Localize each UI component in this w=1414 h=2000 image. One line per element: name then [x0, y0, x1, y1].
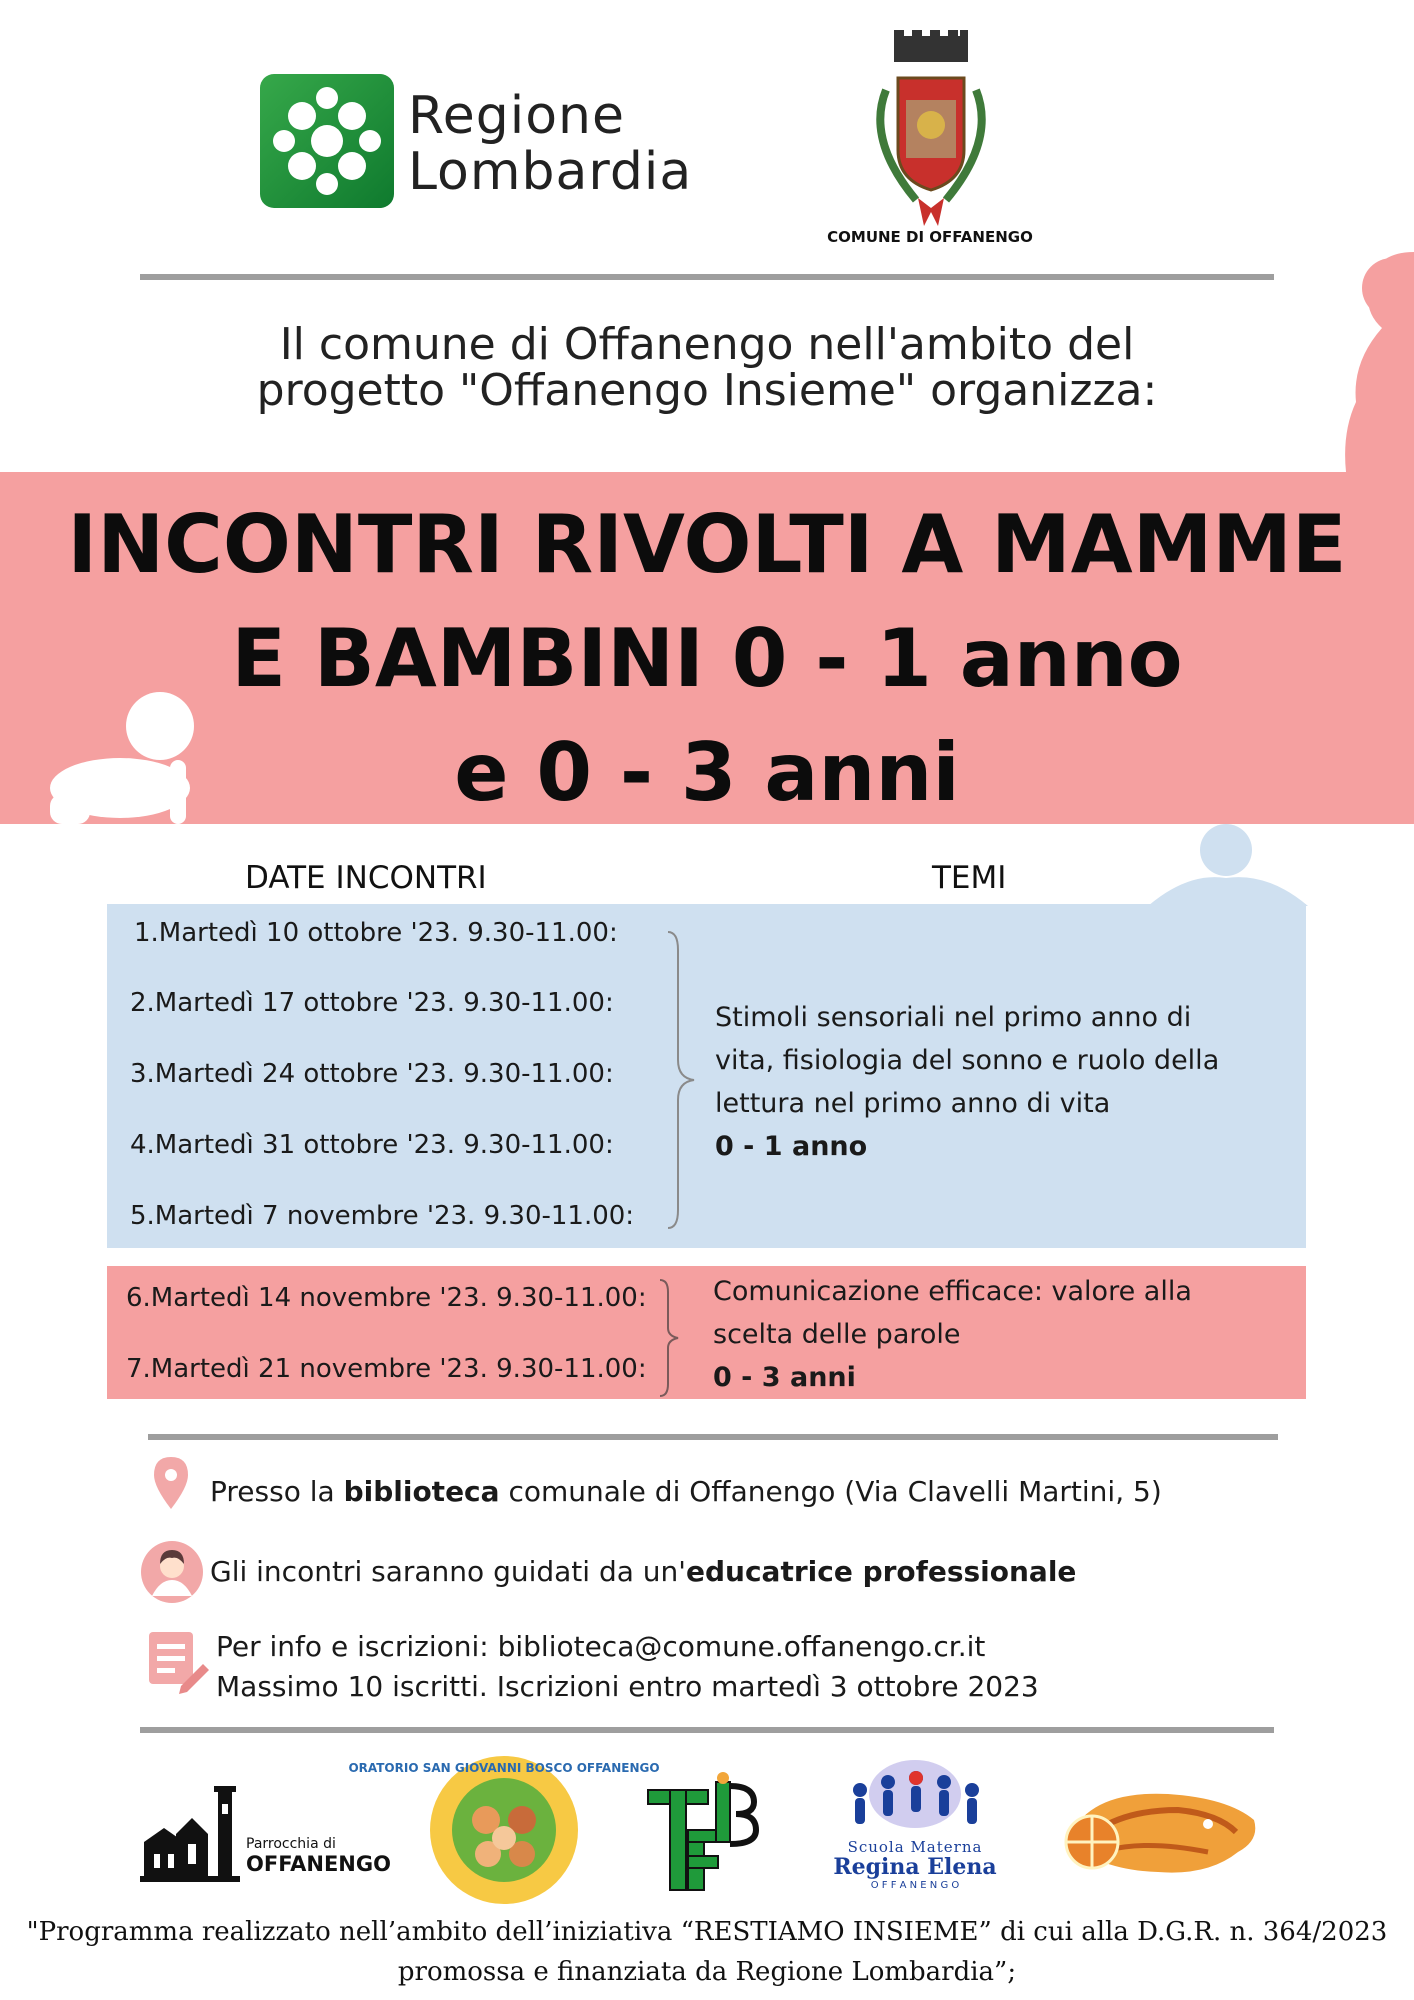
location-line: Presso la biblioteca comunale di Offanengo (Via Clavelli Martini, 5) — [210, 1475, 1162, 1508]
oratorio-text: ORATORIO SAN GIOVANNI BOSCO OFFANENGO — [348, 1761, 660, 1775]
dates-column-header: DATE INCONTRI — [245, 860, 487, 896]
divider-top — [140, 274, 1274, 280]
educator-line: Gli incontri saranno guidati da un'educatrice professionale — [210, 1555, 1077, 1588]
divider-middle — [148, 1434, 1278, 1440]
theme-1: Stimoli sensoriali nel primo anno di vita, fisiologia del sonno e ruolo della lettura nel primo anno di vita 0 - 1 anno — [715, 996, 1275, 1168]
pregnant-woman-icon — [1312, 252, 1414, 472]
parrocchia-small-text: Parrocchia di — [246, 1836, 336, 1852]
theme-2: Comunicazione efficace: valore alla scelta delle parole 0 - 3 anni — [713, 1270, 1293, 1399]
date-item-2: 2.Martedì 17 ottobre '23. 9.30-11.00: — [130, 988, 614, 1018]
curly-brace-2 — [654, 1278, 684, 1398]
registration-form-icon — [145, 1628, 211, 1694]
scuola-town-text: O F F A N E N G O — [870, 1880, 960, 1891]
age-range-2: 0 - 3 anni — [713, 1362, 856, 1393]
main-title: INCONTRI RIVOLTI A MAMME E BAMBINI 0 - 1 anno e 0 - 3 anni — [67, 498, 1347, 819]
parrocchia-logo — [140, 1784, 390, 1884]
educator-avatar-icon — [140, 1540, 204, 1604]
scuola-materna-logo — [830, 1754, 1000, 1894]
contact-info — [216, 1627, 1039, 1707]
oratorio-logo — [348, 1754, 660, 1906]
intro-text: Il comune di Offanengo nell'ambito del progetto "Offanengo Insieme" organizza: — [256, 319, 1158, 416]
church-icon — [140, 1784, 240, 1884]
scuola-big-text: Regina Elena — [833, 1854, 997, 1880]
divider-bottom — [140, 1727, 1274, 1733]
scuola-small-text: Scuola Materna — [847, 1838, 983, 1856]
comune-label: COMUNE DI OFFANENGO — [827, 228, 1033, 246]
date-item-7: 7.Martedì 21 novembre '23. 9.30-11.00: — [126, 1354, 647, 1384]
tfb-logo — [644, 1772, 770, 1898]
age-range-1: 0 - 1 anno — [715, 1131, 868, 1162]
themes-column-header: TEMI — [932, 860, 1007, 896]
enrollment-line: Massimo 10 iscritti. Iscrizioni entro martedì 3 ottobre 2023 — [216, 1670, 1039, 1703]
rosa-camuna-icon — [260, 74, 394, 208]
date-item-4: 4.Martedì 31 ottobre '23. 9.30-11.00: — [130, 1130, 614, 1160]
regione-lombardia-wordmark: Regione Lombardia — [408, 86, 693, 202]
parrocchia-big-text: OFFANENGO — [246, 1852, 391, 1876]
regione-lombardia-logo — [260, 74, 394, 208]
curly-brace-1 — [660, 930, 700, 1230]
location-pin-icon — [152, 1455, 190, 1511]
children-circle-icon — [830, 1754, 1000, 1840]
contact-email-line: Per info e iscrizioni: biblioteca@comune.offanengo.cr.it — [216, 1630, 986, 1663]
adult-silhouette-icon — [1148, 822, 1308, 906]
lion-basketball-logo — [1058, 1780, 1264, 1880]
date-item-3: 3.Martedì 24 ottobre '23. 9.30-11.00: — [130, 1059, 614, 1089]
funding-note: "Programma realizzato nell’ambito dell’iniziativa “RESTIAMO INSIEME” di cui alla D.G.R. n. 364/2023 promossa e finanziata da Regione Lombardia”; — [26, 1917, 1388, 1987]
comune-crest-icon — [846, 30, 1016, 230]
date-item-1: 1.Martedì 10 ottobre '23. 9.30-11.00: — [134, 918, 618, 948]
date-item-5: 5.Martedì 7 novembre '23. 9.30-11.00: — [130, 1201, 635, 1231]
date-item-6: 6.Martedì 14 novembre '23. 9.30-11.00: — [126, 1283, 647, 1313]
